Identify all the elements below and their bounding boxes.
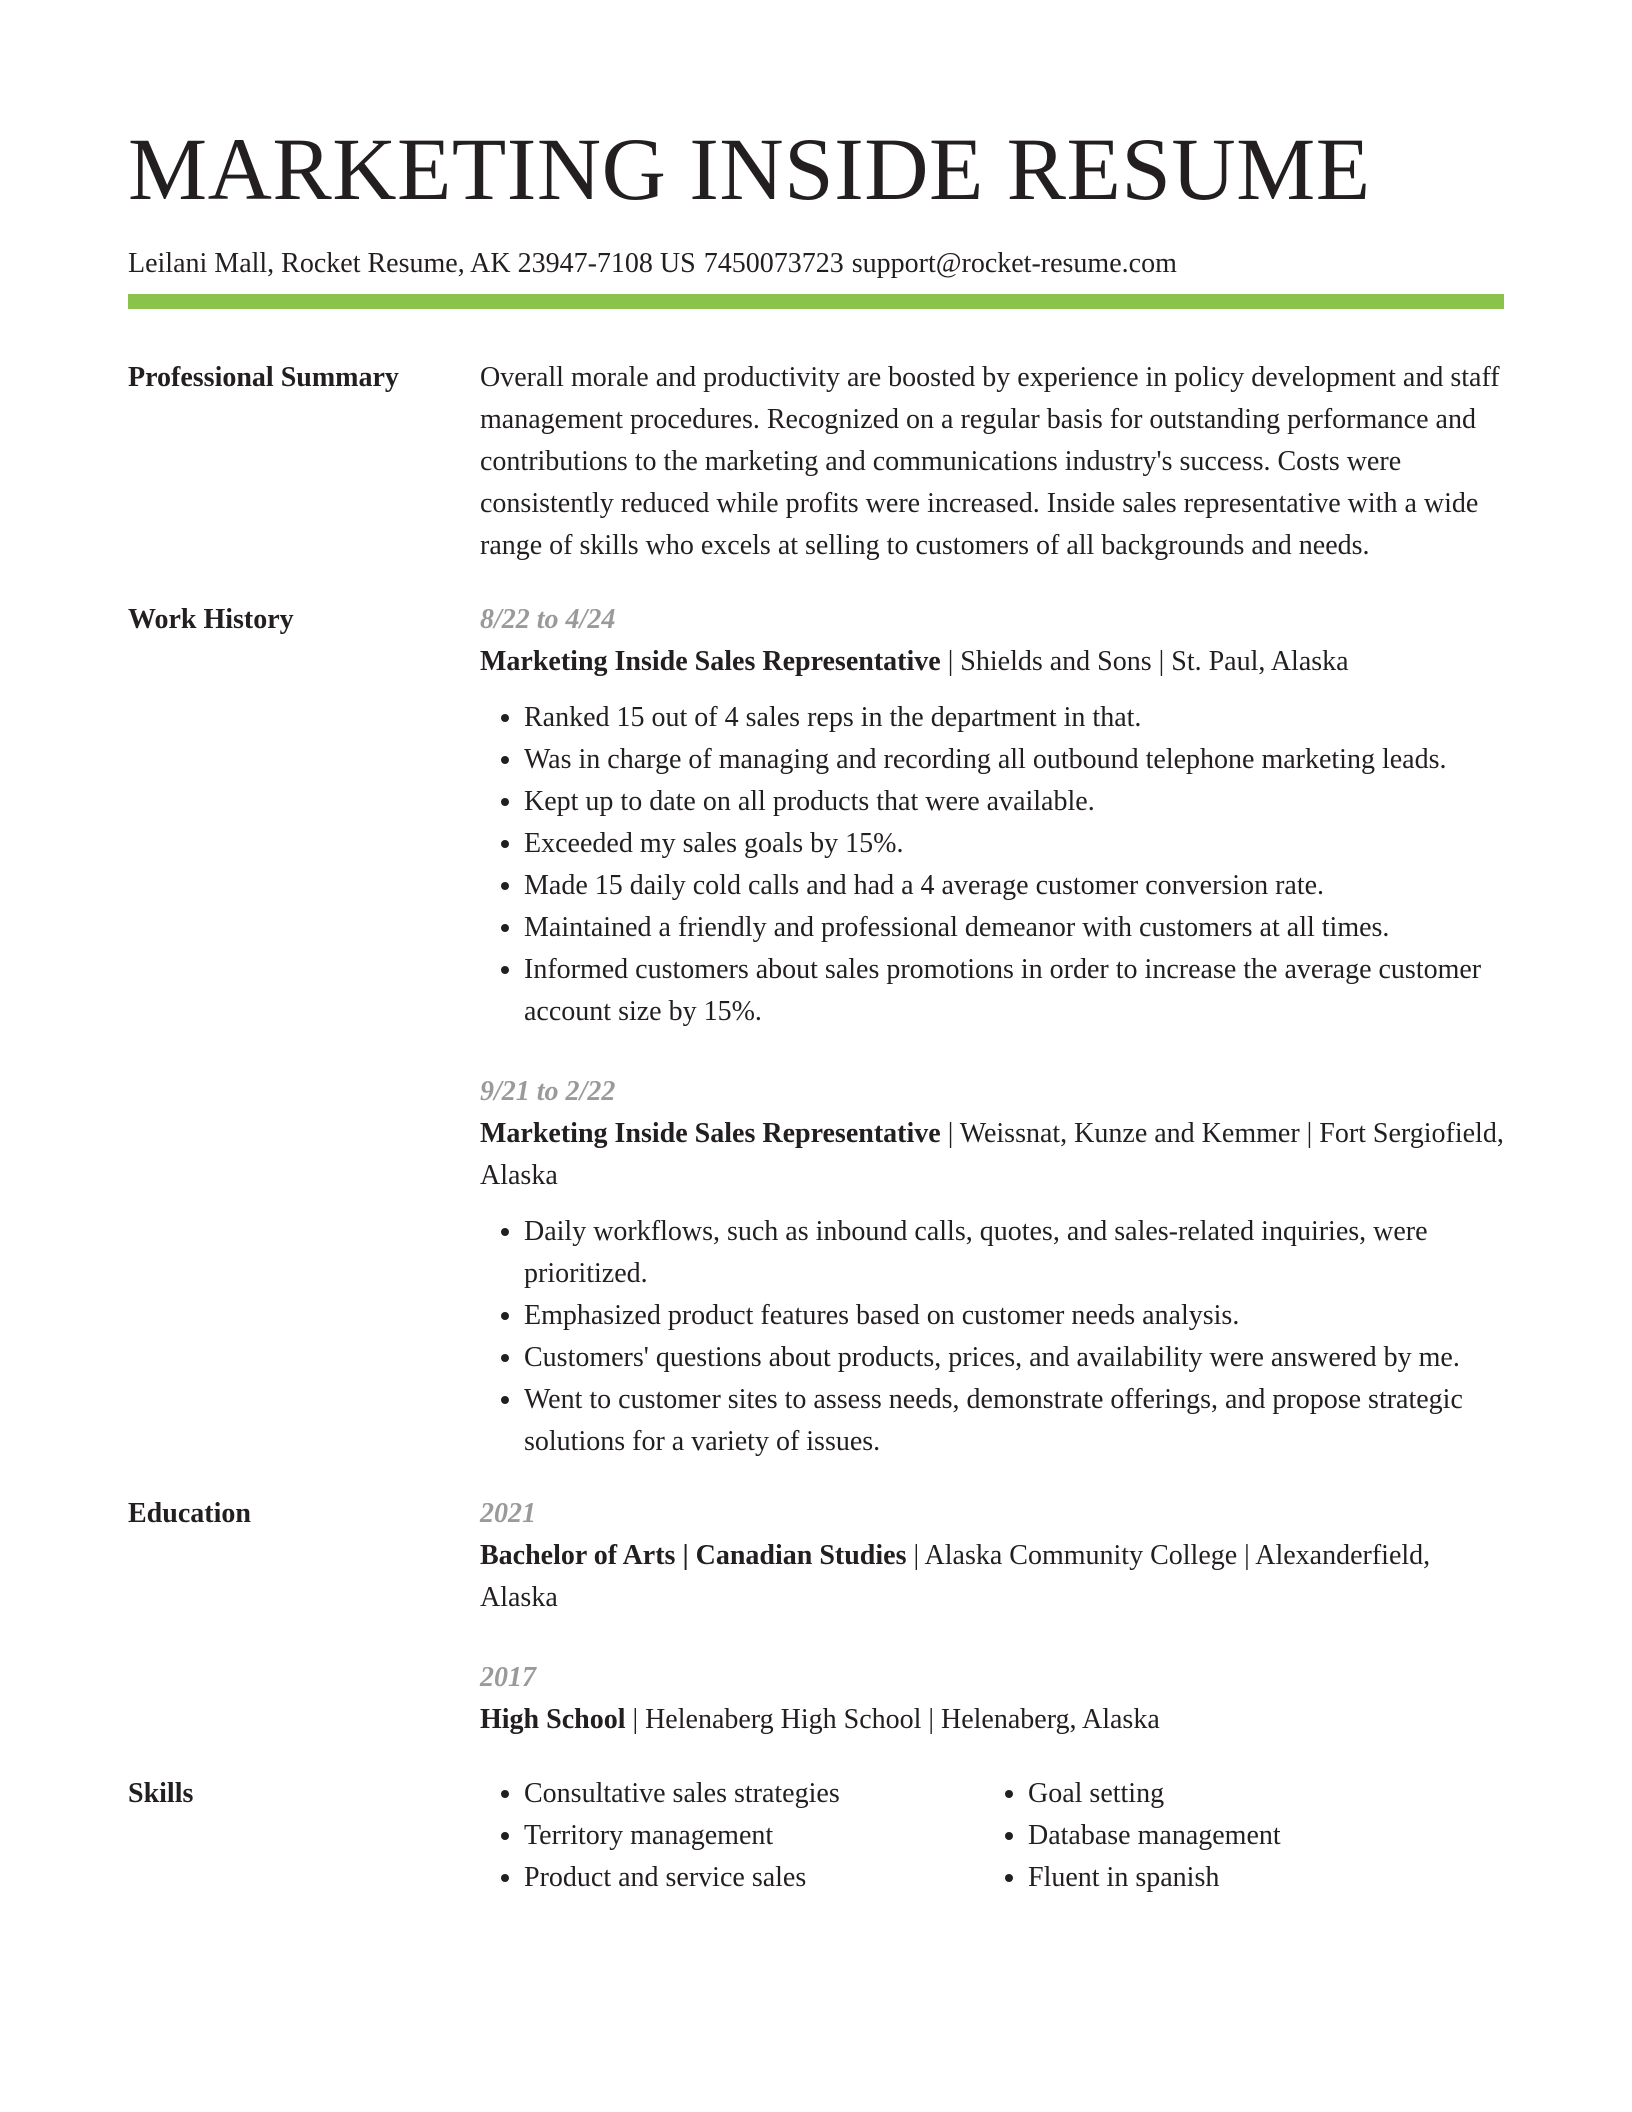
resume-title: MARKETING INSIDE RESUME — [128, 121, 1371, 219]
work-entry — [480, 1071, 1504, 1463]
list-item: • Maintained a friendly and professional demeanor with customers at all times. — [524, 907, 1504, 949]
section-professional-summary — [128, 357, 1504, 567]
skill-item: • Fluent in spanish — [1028, 1857, 1488, 1899]
header-divider — [128, 294, 1504, 309]
skills-grid — [480, 1773, 1504, 1899]
skill-item: • Goal setting — [1028, 1773, 1488, 1815]
section-body — [480, 1493, 1504, 1741]
entry-heading — [480, 1699, 1504, 1741]
job-title: Marketing Inside Sales Representative — [480, 646, 941, 677]
degree: High School — [480, 1704, 626, 1735]
section-label: Work History — [128, 604, 294, 635]
skills-column-2 — [984, 1773, 1488, 1899]
contact-address: Leilani Mall, Rocket Resume, AK 23947-7108 US — [128, 248, 696, 279]
entry-dates: 8/22 to 4/24 — [480, 604, 616, 635]
job-details: | Weissnat, Kunze and Kemmer | Fort Sergiofield, Alaska — [480, 1118, 1504, 1191]
school-details: | Alaska Community College | Alexanderfield, Alaska — [480, 1540, 1431, 1613]
skill-item: • Database management — [1028, 1815, 1488, 1857]
list-item: • Kept up to date on all products that were available. — [524, 781, 1504, 823]
school-details: | Helenaberg High School | Helenaberg, Alaska — [625, 1704, 1160, 1735]
resume-page — [128, 0, 1504, 1899]
skill-item: • Consultative sales strategies — [524, 1773, 984, 1815]
list-item: • Was in charge of managing and recording all outbound telephone marketing leads. — [524, 739, 1504, 781]
section-body — [480, 357, 1504, 567]
work-entry — [480, 599, 1504, 1033]
bullet-list — [480, 1211, 1504, 1463]
list-item: • Emphasized product features based on customer needs analysis. — [524, 1295, 1504, 1337]
contact-phone: 7450073723 — [703, 248, 844, 279]
entry-dates: 9/21 to 2/22 — [480, 1076, 616, 1107]
bullet-list — [480, 697, 1504, 1033]
section-body — [480, 1773, 1504, 1899]
contact-line — [128, 244, 1504, 284]
list-item: • Ranked 15 out of 4 sales reps in the department in that. — [524, 697, 1504, 739]
entry-heading — [480, 1535, 1504, 1619]
entry-heading — [480, 641, 1504, 683]
section-education — [128, 1493, 1504, 1741]
skills-column-1 — [480, 1773, 984, 1899]
section-work-history — [128, 599, 1504, 1463]
entry-heading — [480, 1113, 1504, 1197]
skill-item: • Territory management — [524, 1815, 984, 1857]
entry-year: 2021 — [480, 1498, 536, 1529]
job-title: Marketing Inside Sales Representative — [480, 1118, 941, 1149]
education-entry — [480, 1657, 1504, 1741]
job-details: | Shields and Sons | St. Paul, Alaska — [940, 646, 1349, 677]
degree: Bachelor of Arts | Canadian Studies — [480, 1540, 907, 1571]
list-item: • Made 15 daily cold calls and had a 4 average customer conversion rate. — [524, 865, 1504, 907]
section-label: Education — [128, 1498, 251, 1529]
list-item: • Informed customers about sales promotions in order to increase the average customer account size by 15%. — [524, 949, 1504, 1033]
list-item: • Went to customer sites to assess needs, demonstrate offerings, and propose strategic solutions for a variety of issues. — [524, 1379, 1504, 1463]
section-label: Skills — [128, 1778, 194, 1809]
entry-year: 2017 — [480, 1662, 536, 1693]
list-item: • Daily workflows, such as inbound calls, quotes, and sales-related inquiries, were prioritized. — [524, 1211, 1504, 1295]
list-item: • Customers' questions about products, prices, and availability were answered by me. — [524, 1337, 1504, 1379]
section-body — [480, 599, 1504, 1463]
education-entry — [480, 1493, 1504, 1619]
skill-item: • Product and service sales — [524, 1857, 984, 1899]
contact-email: support@rocket-resume.com — [851, 248, 1177, 279]
section-label: Professional Summary — [128, 362, 399, 393]
summary-text: Overall morale and productivity are boosted by experience in policy development and staff management procedures. Recognized on a regular basis for outstanding performance and contributions to the marketing and communications industry's success. Costs were consistently reduced while profits were increased. Inside sales representative with a wide range of skills who excels at selling to customers of all backgrounds and needs. — [480, 362, 1500, 561]
section-skills — [128, 1773, 1504, 1899]
list-item: • Exceeded my sales goals by 15%. — [524, 823, 1504, 865]
